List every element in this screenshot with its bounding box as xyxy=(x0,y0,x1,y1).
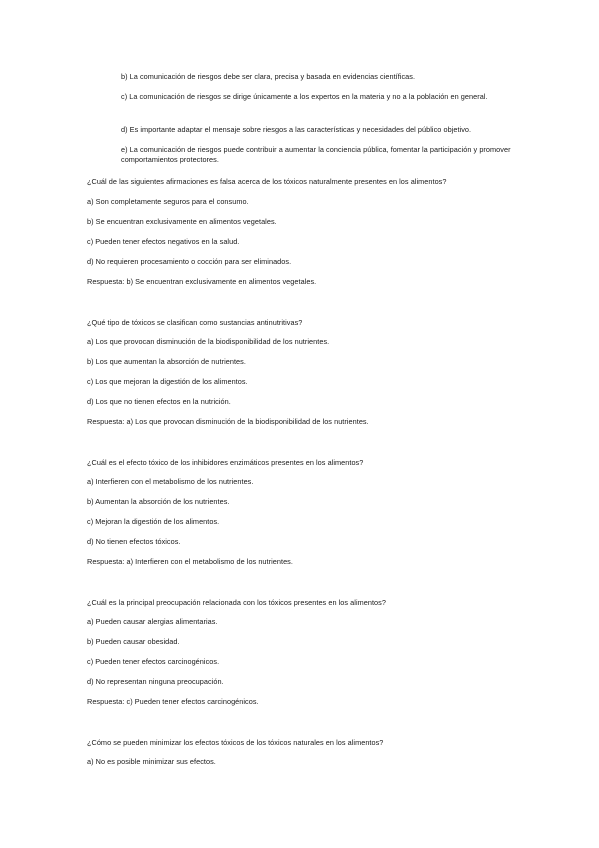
option-text: c) Los que mejoran la digestión de los alimentos. xyxy=(87,377,248,386)
question-text: ¿Cuál de las siguientes afirmaciones es falsa acerca de los tóxicos naturalmente presentes en los alimentos? xyxy=(87,177,447,186)
question-text: ¿Cuál es la principal preocupación relacionada con los tóxicos presentes en los alimentos? xyxy=(87,598,386,607)
top-option: b) La comunicación de riesgos debe ser clara, precisa y basada en evidencias científicas. xyxy=(121,72,416,81)
option-text: a) Pueden causar alergias alimentarias. xyxy=(87,617,218,626)
option-text: b) Se encuentran exclusivamente en alimentos vegetales. xyxy=(87,217,277,226)
question-text: ¿Cuál es el efecto tóxico de los inhibidores enzimáticos presentes en los alimentos? xyxy=(87,458,364,467)
option-text: b) Aumentan la absorción de los nutrientes. xyxy=(87,497,230,506)
top-option: c) La comunicación de riesgos se dirige únicamente a los expertos en la materia y no a la población en general. xyxy=(121,92,488,101)
option-text: d) No representan ninguna preocupación. xyxy=(87,677,224,686)
option-text: a) No es posible minimizar sus efectos. xyxy=(87,757,216,766)
answer-text: Respuesta: b) Se encuentran exclusivamente en alimentos vegetales. xyxy=(87,277,317,286)
option-text: d) Los que no tienen efectos en la nutrición. xyxy=(87,397,231,406)
option-text: b) Pueden causar obesidad. xyxy=(87,637,180,646)
option-text: c) Pueden tener efectos carcinogénicos. xyxy=(87,657,220,666)
option-text: c) Pueden tener efectos negativos en la salud. xyxy=(87,237,240,246)
answer-text: Respuesta: a) Los que provocan disminución de la biodisponibilidad de los nutrientes. xyxy=(87,417,369,426)
answer-text: Respuesta: c) Pueden tener efectos carcinogénicos. xyxy=(87,697,259,706)
option-text: a) Los que provocan disminución de la biodisponibilidad de los nutrientes. xyxy=(87,337,330,346)
question-text: ¿Qué tipo de tóxicos se clasifican como sustancias antinutritivas? xyxy=(87,318,303,327)
option-text: a) Interfieren con el metabolismo de los nutrientes. xyxy=(87,477,254,486)
option-text: c) Mejoran la digestión de los alimentos. xyxy=(87,517,220,526)
top-option: e) La comunicación de riesgos puede contribuir a aumentar la conciencia pública, fomentar la participación y promover comportamientos protectores. xyxy=(121,145,511,164)
option-text: b) Los que aumentan la absorción de nutrientes. xyxy=(87,357,246,366)
option-text: d) No tienen efectos tóxicos. xyxy=(87,537,181,546)
top-option: d) Es importante adaptar el mensaje sobre riesgos a las características y necesidades del público objetivo. xyxy=(121,125,472,134)
question-text: ¿Cómo se pueden minimizar los efectos tóxicos de los tóxicos naturales en los alimentos? xyxy=(87,738,384,747)
option-text: a) Son completamente seguros para el consumo. xyxy=(87,197,249,206)
answer-text: Respuesta: a) Interfieren con el metabolismo de los nutrientes. xyxy=(87,557,293,566)
option-text: d) No requieren procesamiento o cocción para ser eliminados. xyxy=(87,257,292,266)
